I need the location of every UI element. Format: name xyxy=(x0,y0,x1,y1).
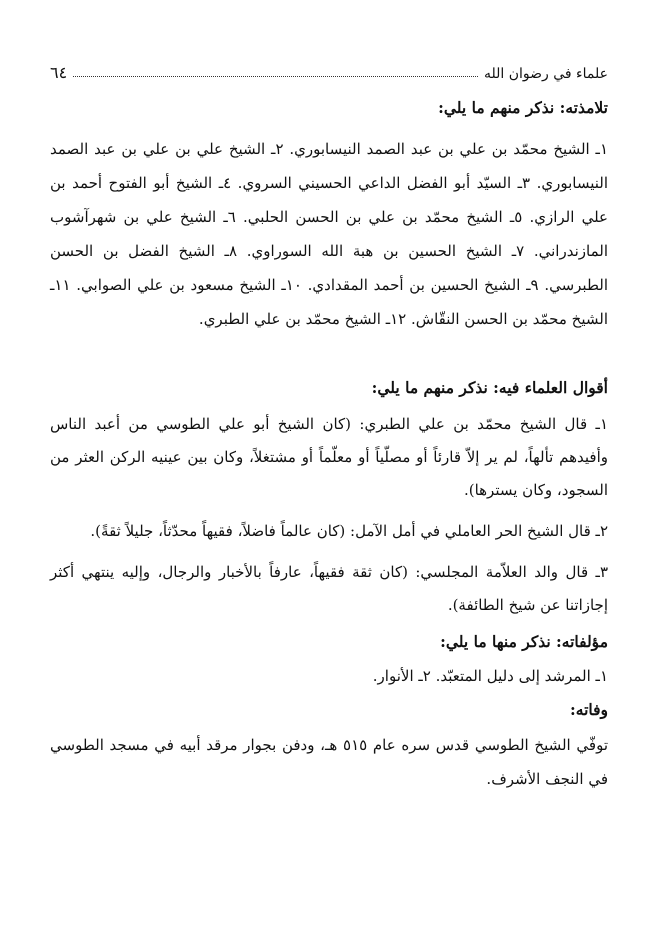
students-list: ١ـ الشيخ محمّد بن علي بن عبد الصمد النيسابوري. ٢ـ الشيخ علي بن علي بن عبد الصمد النيسابوري. ٣ـ السيّد أبو الفضل الداعي الحسيني السروي. ٤ـ الشيخ أبو الفتوح أحمد بن علي الرازي. ٥ـ الشيخ محمّد بن علي بن الحسن الحلبي. ٦ـ الشيخ علي بن شهرآشوب المازندراني. ٧ـ الشيخ الحسين بن هبة الله السوراوي. ٨ـ الشيخ الفضل بن الحسن الطبرسي. ٩ـ الشيخ الحسين بن أحمد المقدادي. ١٠ـ الشيخ مسعود بن علي الصوابي. ١١ـ الشيخ محمّد بن الحسن النقّاش. ١٢ـ الشيخ محمّد بن علي الطبري. xyxy=(50,140,609,328)
students-heading: تلامذته: نذكر منهم ما يلي: xyxy=(438,98,608,117)
saying-item-3: ٣ـ قال والد العلاّمة المجلسي: (كان ثقة فقيهاً، عارفاً بالأخبار والرجال، وإليه ينتهي أكثر إجازاتنا عن شيخ الطائفة). xyxy=(50,563,608,614)
sayings-heading: أقوال العلماء فيه: نذكر منهم ما يلي: xyxy=(371,378,608,397)
saying-item-1: ١ـ قال الشيخ محمّد بن علي الطبري: (كان الشيخ أبو علي الطوسي من أعبد الناس وأفيدهم تألهاً، لم ير إلاّ قارئاً أو مصلّياً أو معلّماً أو مشتغلاً، وكان بين عينيه الركن العثر من السجود، وكان يسترها). xyxy=(50,415,608,499)
page-content xyxy=(50,96,608,796)
death-text: توفّي الشيخ الطوسي قدس سره عام ٥١٥ هـ، ودفن بجوار مرقد أبيه في مسجد الطوسي في النجف الأشرف. xyxy=(50,736,609,788)
dot-leader xyxy=(73,76,478,77)
book-title: علماء في رضوان الله xyxy=(484,66,608,82)
saying-item-2: ٢ـ قال الشيخ الحر العاملي في أمل الآمل: (كان عالماً فاضلاً، فقيهاً محدّثاً، جليلاً ثقةً). xyxy=(90,522,608,540)
running-header xyxy=(50,60,608,82)
page-number: ٦٤ xyxy=(50,63,68,82)
death-heading: وفاته: xyxy=(570,700,608,719)
works-list: ١ـ المرشد إلى دليل المتعبّد. ٢ـ الأنوار. xyxy=(372,667,608,685)
works-heading: مؤلفاته: نذكر منها ما يلي: xyxy=(440,632,608,651)
